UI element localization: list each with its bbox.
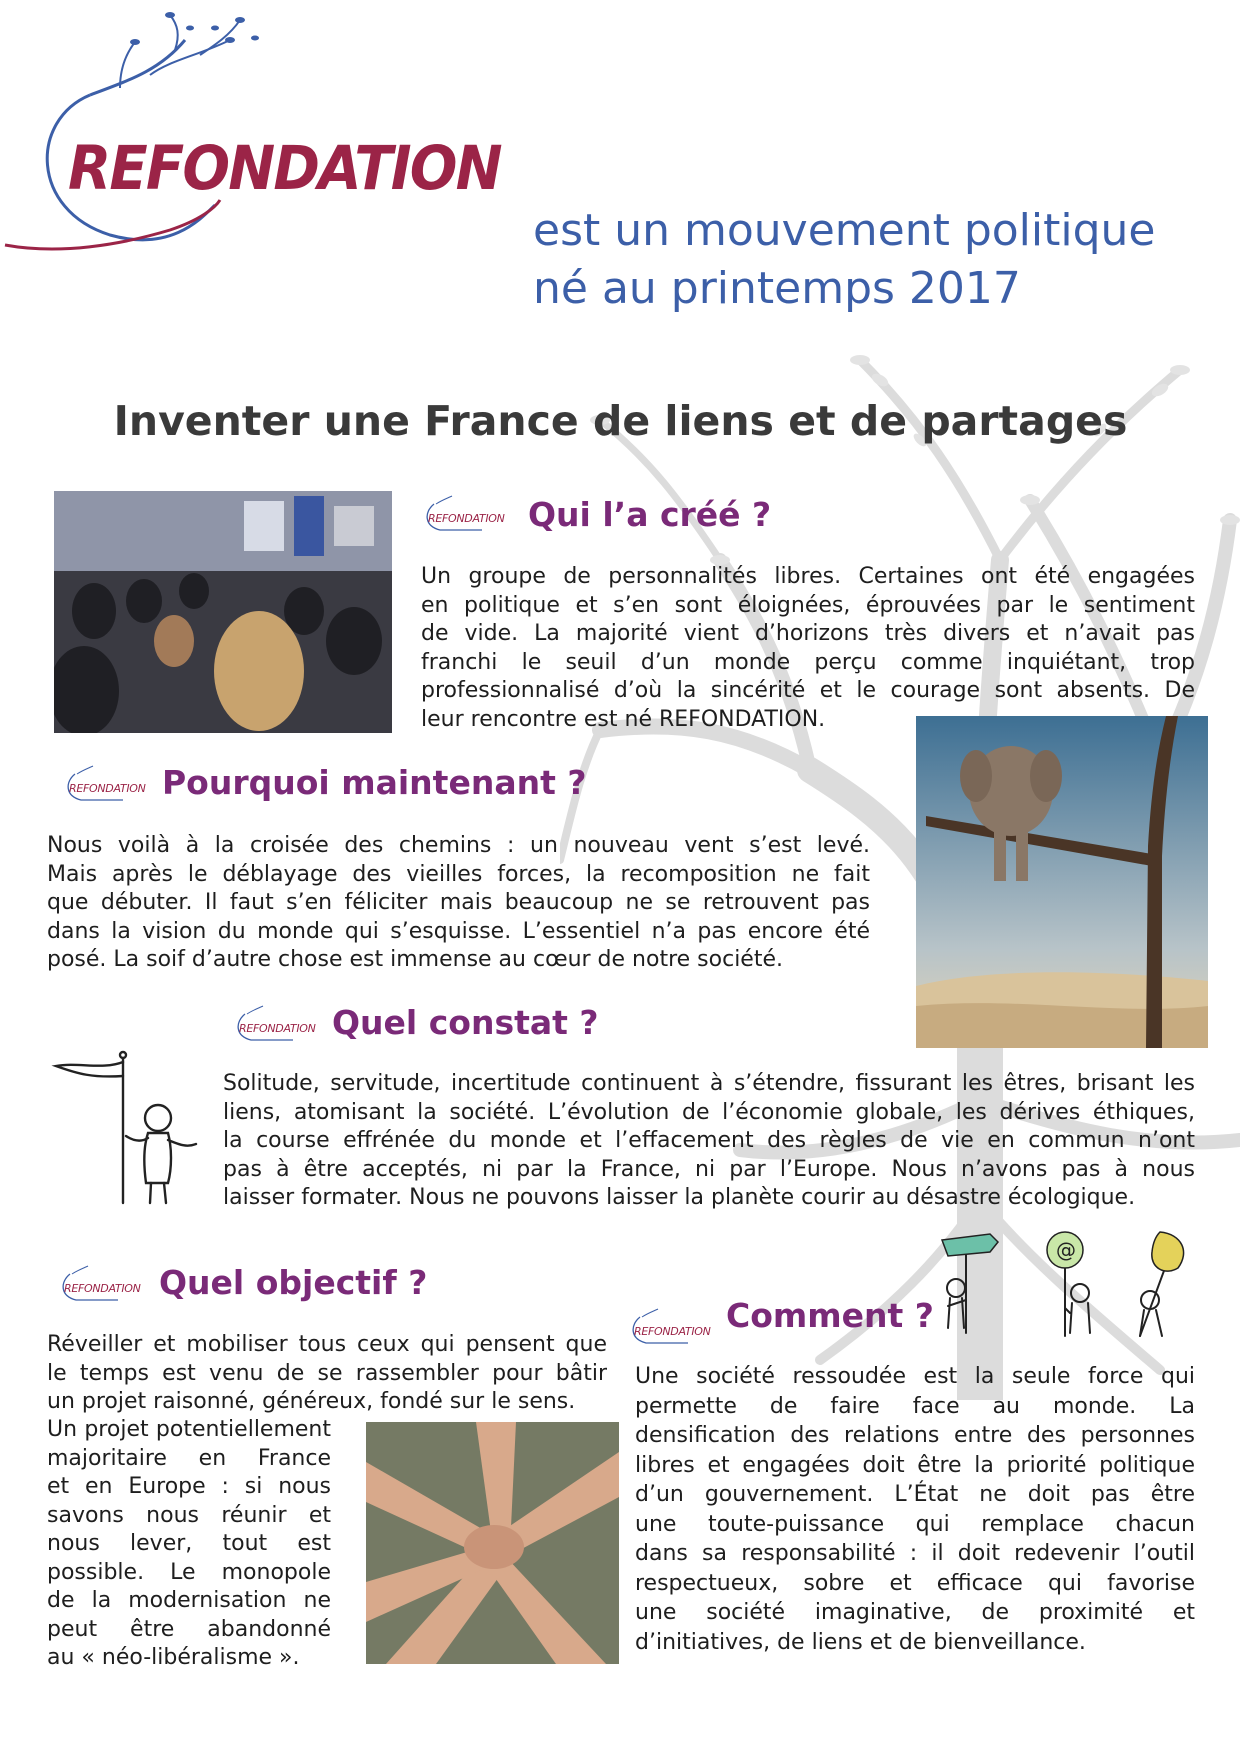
mini-logo — [628, 1307, 720, 1349]
logo-wordmark: REFONDATION — [68, 133, 501, 204]
people-with-signs-illustration — [940, 1228, 1200, 1338]
text-line: savons nous réunir et — [47, 1502, 331, 1528]
text-line: dans la vision du monde qui s’esquisse. L’essentiel n’a pas encore été — [47, 918, 870, 944]
text-line: Mais après le déblayage des vieilles forces, la recomposition ne fait — [47, 861, 870, 887]
text-line: dans sa responsabilité : il doit redevenir l’outil — [635, 1541, 1195, 1566]
text-line: Un groupe de personnalités libres. Certaines ont été engagées — [421, 564, 1195, 589]
text-line: respectueux, sobre et efficace qui favorise — [635, 1570, 1195, 1596]
mini-logo-text: REFONDATION — [69, 782, 146, 795]
text-line: et en Europe : si nous — [47, 1474, 331, 1499]
paragraph-constat — [223, 1070, 1195, 1213]
text-line: densification des relations entre des personnes — [635, 1423, 1195, 1448]
text-line: la course effrénée du monde et l’effacement des règles de vie en commun n’ont — [223, 1128, 1195, 1153]
tagline-line-1: est un mouvement politique — [533, 205, 1156, 256]
paragraph-objectif-intro — [47, 1331, 607, 1417]
mini-logo-text: REFONDATION — [428, 512, 505, 525]
text-line: une société imaginative, de proximité et — [635, 1600, 1195, 1625]
refondation-logo — [0, 0, 540, 290]
mini-logo — [422, 494, 514, 536]
text-line: en politique et s’en sont éloignées, éprouvées par le sentiment — [421, 592, 1195, 618]
mini-logo-text: REFONDATION — [239, 1022, 316, 1035]
text-line: Nous voilà à la croisée des chemins : un nouveau vent s’est levé. — [47, 833, 870, 858]
mini-logo — [58, 1264, 150, 1306]
paragraph-objectif-body — [47, 1416, 331, 1673]
text-line: liens, atomisant la société. L’évolution de l’économie globale, les dérives éthiques, — [223, 1099, 1195, 1125]
text-line: permette de faire face au monde. La — [635, 1393, 1195, 1419]
text-line: que débuter. Il faut s’en féliciter mais beaucoup ne se retrouvent pas — [47, 890, 870, 915]
mini-logo — [233, 1004, 325, 1046]
section-title-comment: Comment ? — [726, 1296, 934, 1335]
text-line: Réveiller et mobiliser tous ceux qui pensent que — [47, 1332, 607, 1357]
mini-logo-text: REFONDATION — [634, 1325, 711, 1338]
text-line: Une société ressoudée est la seule force qui — [635, 1364, 1195, 1389]
text-line: libres et engagées doit être la priorité politique — [635, 1452, 1195, 1478]
text-line: peut être abandonné — [47, 1616, 331, 1642]
mini-logo-text: REFONDATION — [64, 1282, 141, 1295]
text-line: de vide. La majorité vient d’horizons très divers et n’avait pas — [421, 621, 1195, 646]
text-line: Un projet potentiellement — [47, 1417, 331, 1442]
section-title-constat: Quel constat ? — [332, 1003, 599, 1042]
paragraph-pourquoi — [47, 832, 870, 975]
text-line: possible. Le monopole — [47, 1559, 331, 1585]
elephant-tree-photo — [916, 716, 1208, 1048]
text-line: le temps est venu de se rassembler pour bâtir — [47, 1360, 607, 1386]
paragraph-comment — [635, 1362, 1195, 1657]
tagline-line-2: né au printemps 2017 — [533, 263, 1021, 314]
text-line: professionnalisé d’où la sincérité et le courage sont absents. De — [421, 678, 1195, 703]
text-line: nous lever, tout est — [47, 1531, 331, 1556]
section-title-pourquoi: Pourquoi maintenant ? — [162, 763, 587, 802]
section-title-objectif: Quel objectif ? — [159, 1263, 428, 1302]
section-title-qui: Qui l’a créé ? — [528, 495, 772, 534]
text-line: majoritaire en France — [47, 1445, 331, 1471]
text-line: laisser formater. Nous ne pouvons laisser la planète courir au désastre écologique. — [223, 1185, 1136, 1210]
text-line: posé. La soif d’autre chose est immense au cœur de notre société. — [47, 947, 783, 972]
mini-logo — [63, 764, 155, 806]
svg-text:@: @ — [1056, 1238, 1076, 1262]
text-line: de la modernisation ne — [47, 1588, 331, 1613]
text-line: Solitude, servitude, incertitude continuent à s’étendre, fissurant les êtres, brisant les — [223, 1071, 1195, 1096]
text-line: franchi le seuil d’un monde perçu comme inquiétant, trop — [421, 649, 1195, 675]
text-line: au « néo-libéralisme ». — [47, 1645, 300, 1670]
text-line: un projet raisonné, généreux, fondé sur le sens. — [47, 1389, 576, 1414]
paragraph-qui — [421, 563, 1195, 734]
text-line: pas à être acceptés, ni par la France, ni par l’Europe. Nous n’avons pas à nous — [223, 1156, 1195, 1182]
text-line: d’initiatives, de liens et de bienveillance. — [635, 1629, 1086, 1655]
hands-photo — [366, 1422, 619, 1664]
conference-photo — [54, 491, 392, 733]
page-title: Inventer une France de liens et de partages — [113, 397, 1128, 445]
text-line: leur rencontre est né REFONDATION. — [421, 706, 826, 732]
text-line: d’un gouvernement. L’État ne doit pas être — [635, 1482, 1195, 1507]
person-with-flag-illustration — [48, 1048, 208, 1208]
text-line: une toute-puissance qui remplace chacun — [635, 1511, 1195, 1537]
